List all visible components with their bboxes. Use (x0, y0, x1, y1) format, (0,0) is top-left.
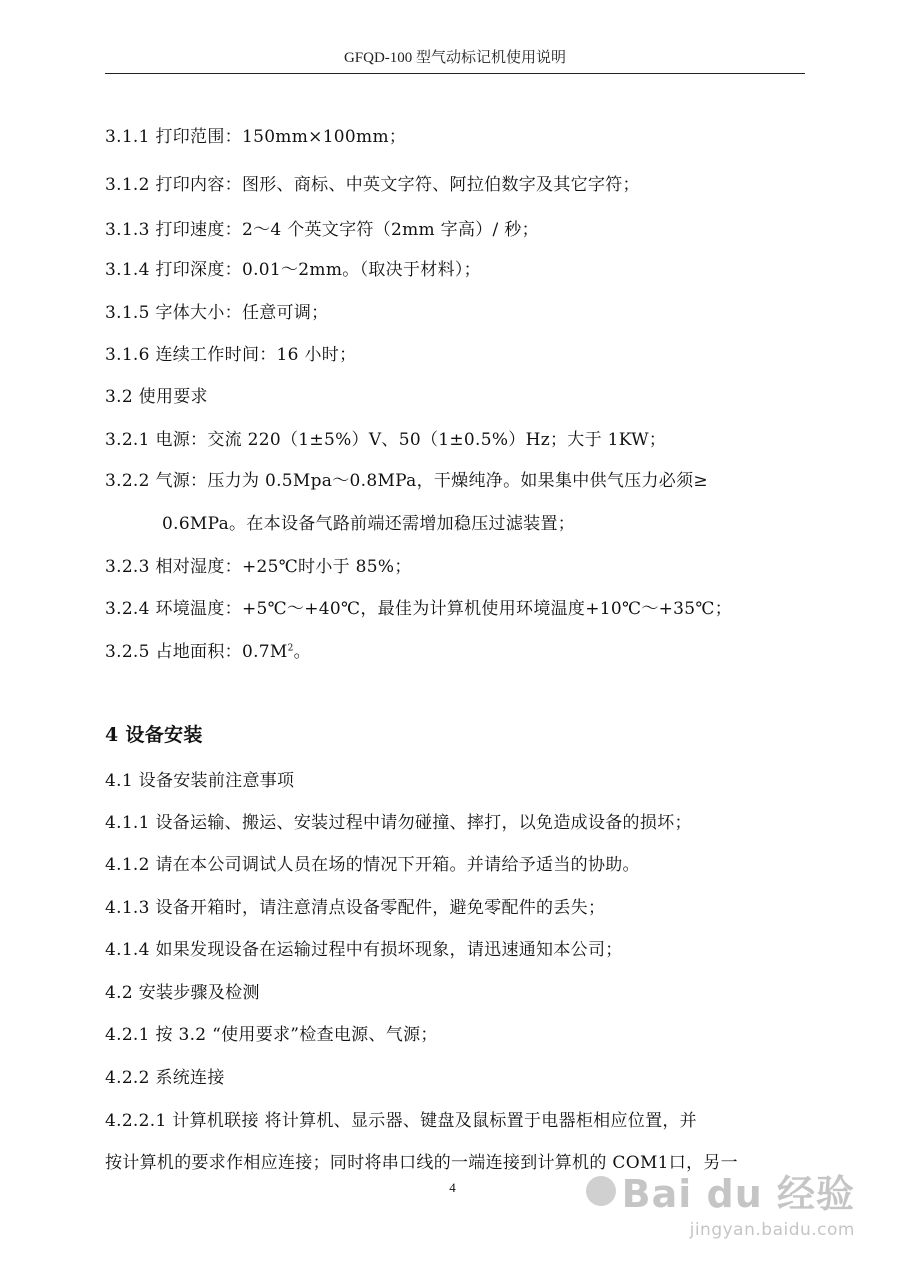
spec-work-time: 3.1.6 连续工作时间：16 小时； (105, 345, 357, 365)
pre-install-item-3: 4.1.3 设备开箱时，请注意清点设备零配件，避免零配件的丢失； (105, 898, 606, 918)
watermark-url: jingyan.baidu.com (689, 1220, 855, 1240)
spec-print-depth: 3.1.4 打印深度：0.01～2mm。（取决于材料）； (105, 260, 481, 280)
watermark-logo-text: Bai du 经验 (621, 1172, 855, 1216)
page-header-title: GFQD-100 型气动标记机使用说明 (343, 50, 567, 66)
req-air-source: 3.2.2 气源：压力为 0.5Mpa～0.8MPa，干燥纯净。如果集中供气压力必须≥ (105, 471, 708, 491)
subsection-install-steps: 4.2 安装步骤及检测 (105, 983, 260, 1003)
req-humidity: 3.2.3 相对湿度：+25℃时小于 85%； (105, 557, 412, 577)
section-heading-install: 4 设备安装 (105, 724, 203, 746)
req-floor-area: 3.2.5 占地面积：$0.7M^2$。 (105, 642, 311, 662)
spec-print-range: 3.1.1 打印范围：150mm×100mm； (105, 127, 407, 147)
section-usage-requirements: 3.2 使用要求 (105, 387, 208, 407)
install-step-2: 4.2.2 系统连接 (105, 1068, 225, 1088)
header-divider (105, 73, 805, 74)
req-power: 3.2.1 电源：交流 220（1±5%）V、50（1±0.5%）Hz；大于 1KW； (105, 430, 667, 450)
req-air-source-cont: 0.6MPa。在本设备气路前端还需增加稳压过滤装置； (162, 514, 576, 534)
install-step-1: 4.2.1 按 3.2 “使用要求”检查电源、气源； (105, 1025, 438, 1045)
page-number: 4 (449, 1180, 456, 1195)
install-step-computer-link-cont: 按计算机的要求作相应连接；同时将串口线的一端连接到计算机的 COM1口，另一 (105, 1153, 738, 1173)
pre-install-item-4: 4.1.4 如果发现设备在运输过程中有损坏现象，请迅速通知本公司； (105, 940, 623, 960)
paw-icon (586, 1176, 616, 1206)
install-step-computer-link: 4.2.2.1 计算机联接 将计算机、显示器、键盘及鼠标置于电器柜相应位置，并 (105, 1111, 697, 1131)
baidu-watermark (586, 1163, 855, 1240)
subsection-pre-install: 4.1 设备安装前注意事项 (105, 771, 295, 791)
req-temperature: 3.2.4 环境温度：+5℃～+40℃，最佳为计算机使用环境温度+10℃～+35℃； (105, 599, 733, 619)
spec-font-size: 3.1.5 字体大小：任意可调； (105, 303, 329, 323)
spec-print-content: 3.1.2 打印内容：图形、商标、中英文字符、阿拉伯数字及其它字符； (105, 175, 640, 195)
pre-install-item-2: 4.1.2 请在本公司调试人员在场的情况下开箱。并请给予适当的协助。 (105, 855, 640, 875)
pre-install-item-1: 4.1.1 设备运输、搬运、安装过程中请勿碰撞、摔打，以免造成设备的损坏； (105, 813, 692, 833)
baidu-logo (586, 1163, 855, 1218)
spec-print-speed: 3.1.3 打印速度：2～4 个英文字符（2mm 字高）/ 秒； (105, 220, 539, 240)
